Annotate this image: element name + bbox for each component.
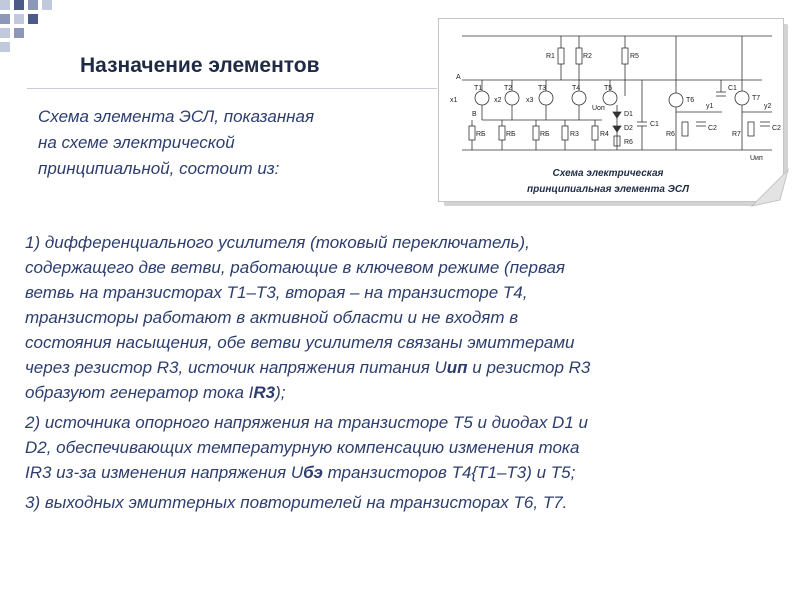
figure-caption [478,166,738,198]
caption-line: принципиальная элемента ЭСЛ [527,184,689,195]
list-text: образуют генератор тока [25,383,249,402]
list-line: D2, обеспечивающих температурную компенсацию изменения тока [25,438,580,457]
label-r6: R6 [624,139,633,146]
list-text: ); [275,383,286,402]
label-r1: R1 [546,53,555,60]
label-c1b: C1 [728,85,737,92]
intro-line: Схема элемента ЭСЛ, показанная [38,107,315,126]
label-t1: T1 [474,85,483,92]
label-t6: T6 [686,97,695,104]
list-line-ir3 [25,380,780,405]
list-line: ветвь на транзисторах Т1–Т3, вторая – на транзисторе Т4, [25,283,528,302]
uip-symbol: U [434,358,447,377]
list-item [25,490,780,515]
list-line: 1) дифференциального усилителя (токовый переключатель), [25,233,530,252]
label-b: B [472,111,477,118]
title-divider [27,88,437,89]
label-rb1: RБ [476,131,486,138]
label-d1: D1 [624,111,633,118]
label-r6b: R6 [666,131,675,138]
label-t3: T3 [538,85,547,92]
label-r2: R2 [583,53,592,60]
label-t4: T4 [572,85,581,92]
label-c1a: C1 [650,121,659,128]
list-text: IR3 из-за изменения напряжения [25,463,291,482]
label-r7: R7 [732,131,741,138]
list-line: состояния насыщения, обе ветви усилителя связаны эмиттерами [25,333,575,352]
components-list [25,230,780,520]
list-item [25,230,780,405]
uip-subscript: ип [446,358,468,377]
list-line: транзисторы работают в активной области и не входят в [25,308,519,327]
schematic-figure [438,18,788,206]
label-x1: x1 [450,97,458,104]
list-line-ube [25,460,780,485]
label-t7: T7 [752,95,761,102]
label-rb2: RБ [506,131,516,138]
list-text: транзисторов Т4{Т1–Т3) и Т5; [322,463,576,482]
intro-line: на схеме электрической [38,133,235,152]
list-line: 3) выходных эмиттерных повторителей на транзисторах Т6, Т7. [25,493,568,512]
list-text: через резистор R3, источик напряжения питания [25,358,435,377]
ir3-subscript: R3 [253,383,276,402]
label-a: A [456,74,461,81]
label-r5: R5 [630,53,639,60]
label-d2: D2 [624,125,633,132]
intro-line: принципиальной, состоит из: [38,159,280,178]
label-x2: x2 [494,97,502,104]
label-c2b: C2 [772,125,781,132]
label-t2: T2 [504,85,513,92]
list-line: 2) источника опорного напряжения на транзисторе Т5 и диодах D1 и [25,413,588,432]
label-t5: T5 [604,85,613,92]
list-line-uip [25,355,780,380]
ecl-schematic-diagram [442,22,781,162]
list-item [25,410,780,485]
ube-subscript: бэ [303,463,323,482]
page-curl-decoration [750,168,790,208]
list-line: содержащего две ветви, работающие в ключевом режиме (первая [25,258,565,277]
slide-title: Назначение элементов [80,54,320,77]
label-rb3: RБ [540,131,550,138]
corner-squares-decoration [0,0,70,50]
intro-text [38,104,418,182]
label-uon: Uоп [592,105,605,112]
caption-line: Схема электрическая [552,168,664,179]
label-uip: Uип [750,155,763,162]
label-r3: R3 [570,131,579,138]
label-x3: x3 [526,97,534,104]
ir3-symbol: I [248,383,254,402]
list-text: и резистор R3 [467,358,591,377]
label-r4: R4 [600,131,609,138]
label-c2a: C2 [708,125,717,132]
label-y2: y2 [764,103,772,110]
ube-symbol: U [290,463,304,482]
label-y1: y1 [706,103,714,110]
